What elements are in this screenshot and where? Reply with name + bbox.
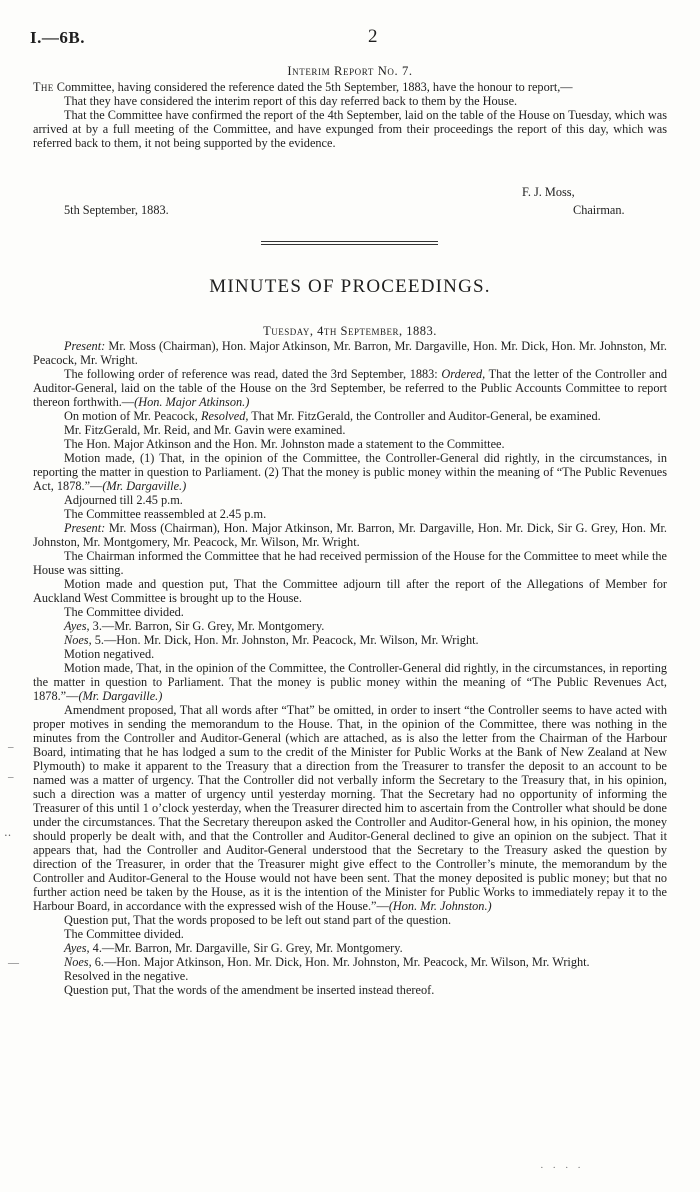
- minutes-date: Tuesday, 4th September, 1883.: [263, 324, 437, 338]
- minutes-title: MINUTES OF PROCEEDINGS.: [209, 276, 491, 297]
- ayes-vote-1: Ayes, 3.—Mr. Barron, Sir G. Grey, Mr. Montgomery.: [64, 619, 325, 633]
- question-put-1: Question put, That the words proposed to be left out stand part of the question.: [64, 913, 452, 927]
- divider-rule-bottom: [261, 244, 438, 245]
- resolved-in-negative: Resolved in the negative.: [64, 969, 189, 983]
- chairman-informed: The Chairman informed the Committee that he had received permission of the House for the Committee to meet while the House was sitting.: [33, 549, 667, 577]
- interim-report-para-2: That the Committee have confirmed the report of the 4th September, laid on the table of the House on Tuesday, which was arrived at by a full meeting of the Committee, and have expunged from their proceedings the report of this day, which was referred back to them, it not being supported by the evidence.: [33, 108, 667, 150]
- page-header: [30, 28, 670, 50]
- noes-vote-1: Noes, 5.—Hon. Mr. Dick, Hon. Mr. Johnston, Mr. Peacock, Mr. Wilson, Mr. Wright.: [64, 633, 479, 647]
- ayes-vote-2: Ayes, 4.—Mr. Barron, Mr. Dargaville, Sir G. Grey, Mr. Montgomery.: [64, 941, 403, 955]
- committee-divided-2: The Committee divided.: [64, 927, 184, 941]
- interim-report-opening: The Committee, having considered the reference dated the 5th September, 1883, have the honour to report,—: [33, 80, 573, 94]
- opening-lead-word: The: [33, 80, 54, 94]
- adjourned-note: Adjourned till 2.45 p.m.: [64, 493, 183, 507]
- noes-vote-2: Noes, 6.—Hon. Major Atkinson, Hon. Mr. Dick, Hon. Mr. Johnston, Mr. Peacock, Mr. Wilson, Mr. Wright.: [64, 955, 590, 969]
- report-date: 5th September, 1883.: [64, 203, 169, 217]
- minutes-body: [33, 339, 667, 997]
- continuation-dots: · · · ·: [540, 1162, 584, 1174]
- interim-report-body: [33, 80, 667, 150]
- committee-divided-1: The Committee divided.: [64, 605, 184, 619]
- present-second-sitting: Present: Mr. Moss (Chairman), Hon. Major Atkinson, Mr. Barron, Mr. Dargaville, Hon. Mr. Dick, Sir G. Grey, Hon. Mr. Johnston, Mr. Montgomery, Mr. Peacock, Mr. Wilson, Mr. Wright.: [33, 521, 667, 549]
- margin-mark: –: [8, 771, 14, 783]
- motion-controller-rightly-2: Motion made, That, in the opinion of the Committee, the Controller-General did rightly, in the circumstances, in reporting the matter in question to Parliament. That the money is public money within the meaning of “The Public Revenues Act, 1878.”—(Mr. Dargaville.): [33, 661, 667, 703]
- witnesses-examined: Mr. FitzGerald, Mr. Reid, and Mr. Gavin were examined.: [64, 423, 346, 437]
- amendment-proposed: Amendment proposed, That all words after “That” be omitted, in order to insert “the Controller seems to have acted with proper motives in sending the memorandum to the House. That, in the opinion of the Committee, there was nothing in the minutes from the Controller and Auditor-General (which are attached, as is also the letter from the Chairman of the Harbour Board, intimating that he has lodged a sum to the credit of the Minister for Public Works at the Bank of New Zealand at New Plymouth) to make it apparent to the Treasury that a direction from the Treasurer to transfer the deposit to an account to be named was a matter of urgency. That the Controller did not verbally inform the Secretary to the Treasury that, in his opinion, such a direction was a matter of urgency until yesterday morning. That the Secretary had no opportunity of informing the Treasurer of this until 1 o’clock yesterday, when the Treasurer directed him to ascertain from the Controller what should be done under the circumstances. That the Secretary thereupon asked the Controller and Auditor-General how, in his opinion, the money should properly be dealt with, and that the Controller and Auditor-General declined to give an opinion on the subject. That it appears that, had the Controller and Auditor-General understood that the Secretary to the Treasury asked the question by direction of the Treasurer, in order that the Treasurer might give effect to the Controller’s minute, the memorandum by the Controller and Auditor-General to the House would not have been sent. That the money deposited is public money; but that no further action need be taken by the House, as it is the intention of the Minister for Public Works to immediately repay it to the Harbour Board, in accordance with the expressed wish of the House.”—(Hon. Mr. Johnston.): [33, 703, 667, 913]
- divider-rule-top: [261, 241, 438, 242]
- margin-mark: ‥: [4, 827, 12, 839]
- present-first-sitting: Present: Mr. Moss (Chairman), Hon. Major Atkinson, Mr. Barron, Mr. Dargaville, Hon. Mr. Dick, Hon. Mr. Johnston, Mr. Peacock, Mr. Wright.: [33, 339, 667, 367]
- statement-made: The Hon. Major Atkinson and the Hon. Mr. Johnston made a statement to the Committee.: [64, 437, 505, 451]
- interim-report-title: Interim Report No. 7.: [287, 64, 413, 78]
- margin-mark: –: [8, 741, 14, 753]
- motion-examine-controller: On motion of Mr. Peacock, Resolved, That Mr. FitzGerald, the Controller and Auditor-General, be examined.: [64, 409, 601, 423]
- adjourn-motion: Motion made and question put, That the Committee adjourn till after the report of the Allegations of Member for Auckland West Committee is brought up to the House.: [33, 577, 667, 605]
- paper-reference: I.—6B.: [30, 28, 85, 47]
- motion-controller-rightly: Motion made, (1) That, in the opinion of the Committee, the Controller-General did rightly, in the circumstances, in reporting the matter in question to Parliament. (2) That the money is public money within the meaning of “The Public Revenues Act, 1878.”—(Mr. Dargaville.): [33, 451, 667, 493]
- motion-negatived: Motion negatived.: [64, 647, 155, 661]
- signature-title: Chairman.: [573, 203, 625, 217]
- margin-mark: —: [8, 957, 19, 969]
- signature-name: F. J. Moss,: [522, 185, 575, 199]
- page-number: 2: [368, 26, 378, 47]
- reassembled-note: The Committee reassembled at 2.45 p.m.: [64, 507, 267, 521]
- interim-report-para-1: That they have considered the interim report of this day referred back to them by the House.: [64, 94, 518, 108]
- order-of-reference: The following order of reference was read, dated the 3rd September, 1883: Ordered, That the letter of the Controller and Auditor-General, laid on the table of the House on the 3rd September, be referred to the Public Accounts Committee to report thereon forthwith.—(Hon. Major Atkinson.): [33, 367, 667, 409]
- question-put-2: Question put, That the words of the amendment be inserted instead thereof.: [64, 983, 435, 997]
